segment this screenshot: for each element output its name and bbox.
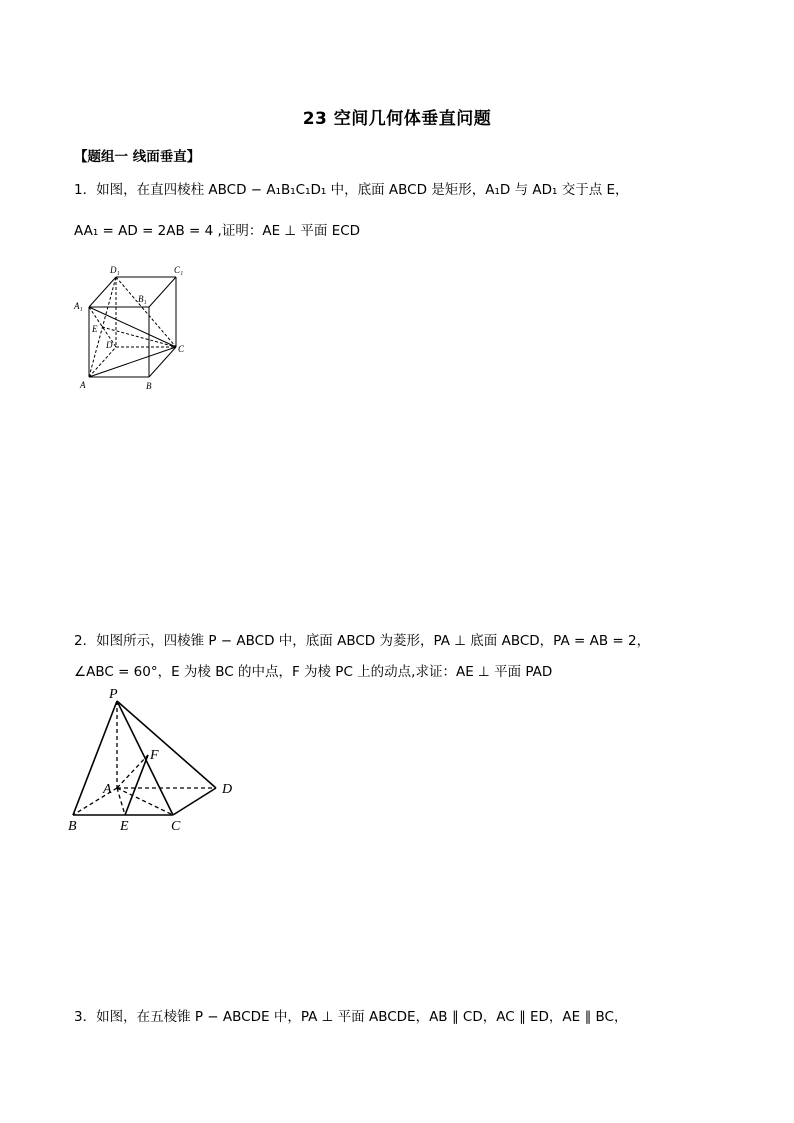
label-a: A xyxy=(103,782,112,797)
seg-a-e xyxy=(117,788,125,815)
edge-a1-d1 xyxy=(89,277,116,307)
group-heading: 【题组一 线面垂直】 xyxy=(74,149,201,165)
edge-p-b xyxy=(73,701,117,815)
label-b: B xyxy=(68,819,77,834)
label-c1: C₁ xyxy=(174,265,184,275)
label-b: B xyxy=(146,381,152,391)
edge-c1-b1 xyxy=(149,277,176,307)
label-d: D xyxy=(222,782,233,797)
page-title: 23 空间几何体垂直问题 xyxy=(302,109,492,129)
label-d1: D₁ xyxy=(110,265,120,275)
label-c: C xyxy=(178,344,185,354)
label-d: D xyxy=(106,340,113,350)
problem-2-line-1: 2．如图所示，四棱锥 P − ABCD 中，底面 ABCD 为菱形，PA ⊥ 底面 ABCD，PA = AB = 2， xyxy=(74,633,651,649)
label-e: E xyxy=(92,324,98,334)
label-b1: B₁ xyxy=(138,294,147,304)
problem-1-line-2: AA₁ = AD = 2AB = 4 ,证明：AE ⊥ 平面 ECD xyxy=(74,223,361,239)
label-e: E xyxy=(120,819,129,834)
label-a: A xyxy=(80,380,86,390)
edge-c-d xyxy=(173,788,216,815)
seg-a-f xyxy=(117,755,148,788)
edge-p-c xyxy=(117,701,173,815)
problem-2-line-2: ∠ABC = 60°，E 为棱 BC 的中点，F 为棱 PC 上的动点,求证：AE ⊥ 平面 PAD xyxy=(74,664,553,680)
seg-f-e xyxy=(125,755,148,815)
edge-p-d xyxy=(117,701,216,788)
label-f: F xyxy=(150,748,159,763)
label-a1: A₁ xyxy=(74,301,83,311)
problem-1-line-1: 1．如图，在直四棱柱 ABCD − A₁B₁C₁D₁ 中，底面 ABCD 是矩形，A₁D 与 AD₁ 交于点 E， xyxy=(74,182,629,198)
diag-a-c xyxy=(117,788,173,815)
figure-2-pyramid xyxy=(65,685,245,835)
label-c: C xyxy=(171,819,181,834)
problem-3-line-1: 3．如图，在五棱锥 P − ABCDE 中，PA ⊥ 平面 ABCDE，AB ∥ CD，AC ∥ ED，AE ∥ BC， xyxy=(74,1009,628,1025)
figure-1-prism xyxy=(70,262,200,397)
label-p: P xyxy=(109,687,118,702)
